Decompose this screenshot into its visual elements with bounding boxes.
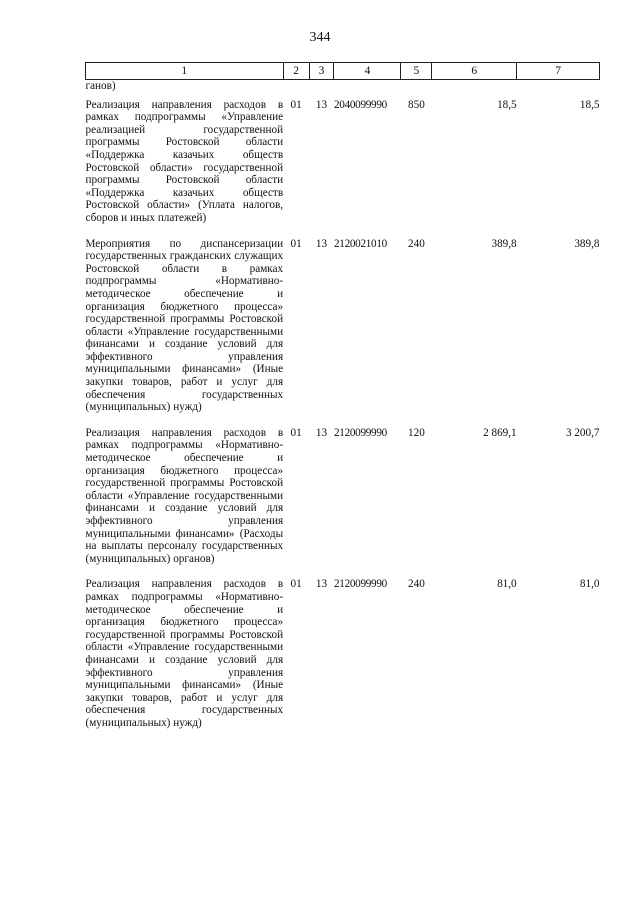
table-row — [86, 423, 600, 575]
row-target-code: 2120099990 — [333, 426, 387, 439]
header-col-3: 3 — [309, 63, 334, 80]
header-col-7: 7 — [517, 63, 600, 80]
row-amount-2: 3 200,7 — [565, 426, 600, 439]
row-section: 01 — [290, 98, 302, 111]
table-row — [86, 574, 600, 738]
row-amount-1: 389,8 — [491, 237, 517, 250]
row-section: 01 — [290, 426, 302, 439]
row-amount-2: 81,0 — [579, 578, 600, 591]
row-target-code: 2040099990 — [333, 98, 387, 111]
row-target-code: 2120021010 — [333, 237, 387, 250]
row-description: Реализация направления расходов в рамках подпрограммы «Нормативно-методическое обеспечение и организация бюджетного процесса» государственной программы Ростовской области «Управление государственными финансами и создание условий для эффективного управления муниципальными финансами» (Расходы на выплаты персоналу государственных (муниципальных) органов) — [85, 426, 284, 565]
row-expense-type: 240 — [408, 578, 425, 591]
row-amount-1: 81,0 — [497, 578, 517, 591]
row-subsection: 13 — [315, 237, 328, 250]
row-expense-type: 850 — [408, 98, 425, 111]
continuation-row — [86, 80, 600, 95]
row-expense-type: 240 — [408, 237, 425, 250]
row-description: Реализация направления расходов в рамках подпрограммы «Нормативно-методическое обеспечение и организация бюджетного процесса» государственной программы Ростовской области «Управление государственными финансами и создание условий для эффективного управления муниципальными финансами» (Иные закупки товаров, работ и услуг для обеспечения государственных (муниципальных) нужд) — [85, 578, 284, 729]
row-subsection: 13 — [315, 426, 328, 439]
row-section: 01 — [290, 237, 302, 250]
header-col-6: 6 — [432, 63, 517, 80]
row-section: 01 — [290, 578, 302, 591]
continuation-text: ганов) — [85, 80, 116, 92]
row-subsection: 13 — [315, 98, 328, 111]
row-amount-2: 389,8 — [574, 237, 600, 250]
row-expense-type: 120 — [408, 426, 425, 439]
budget-table — [85, 62, 600, 739]
table-row — [86, 95, 600, 234]
table-body — [86, 80, 600, 739]
header-col-5: 5 — [401, 63, 432, 80]
header-col-1: 1 — [86, 63, 284, 80]
row-description: Мероприятия по диспансеризации государственных гражданских служащих Ростовской области в рамках подпрограммы «Нормативно-методическое обеспечение и организация бюджетного процесса» государственной программы Ростовской области «Управление государственными финансами и создание условий для эффективного управления муниципальными финансами» (Иные закупки товаров, работ и услуг для обеспечения государственных (муниципальных) нужд) — [85, 237, 284, 414]
header-col-4: 4 — [334, 63, 401, 80]
row-description: Реализация направления расходов в рамках подпрограммы «Управление реализацией государственной программы Ростовской области «Поддержка казачьих обществ Ростовской области» государственной программы Ростовской области «Поддержка казачьих обществ Ростовской области» (Уплата налогов, сборов и иных платежей) — [85, 98, 284, 224]
row-amount-2: 18,5 — [579, 98, 600, 111]
table-row — [86, 234, 600, 423]
page-number: 344 — [309, 30, 331, 45]
header-row — [86, 63, 600, 80]
table-header — [86, 63, 600, 80]
header-col-2: 2 — [283, 63, 309, 80]
row-amount-1: 18,5 — [497, 98, 517, 111]
row-target-code: 2120099990 — [333, 578, 387, 591]
row-amount-1: 2 869,1 — [483, 426, 517, 439]
row-subsection: 13 — [315, 578, 328, 591]
